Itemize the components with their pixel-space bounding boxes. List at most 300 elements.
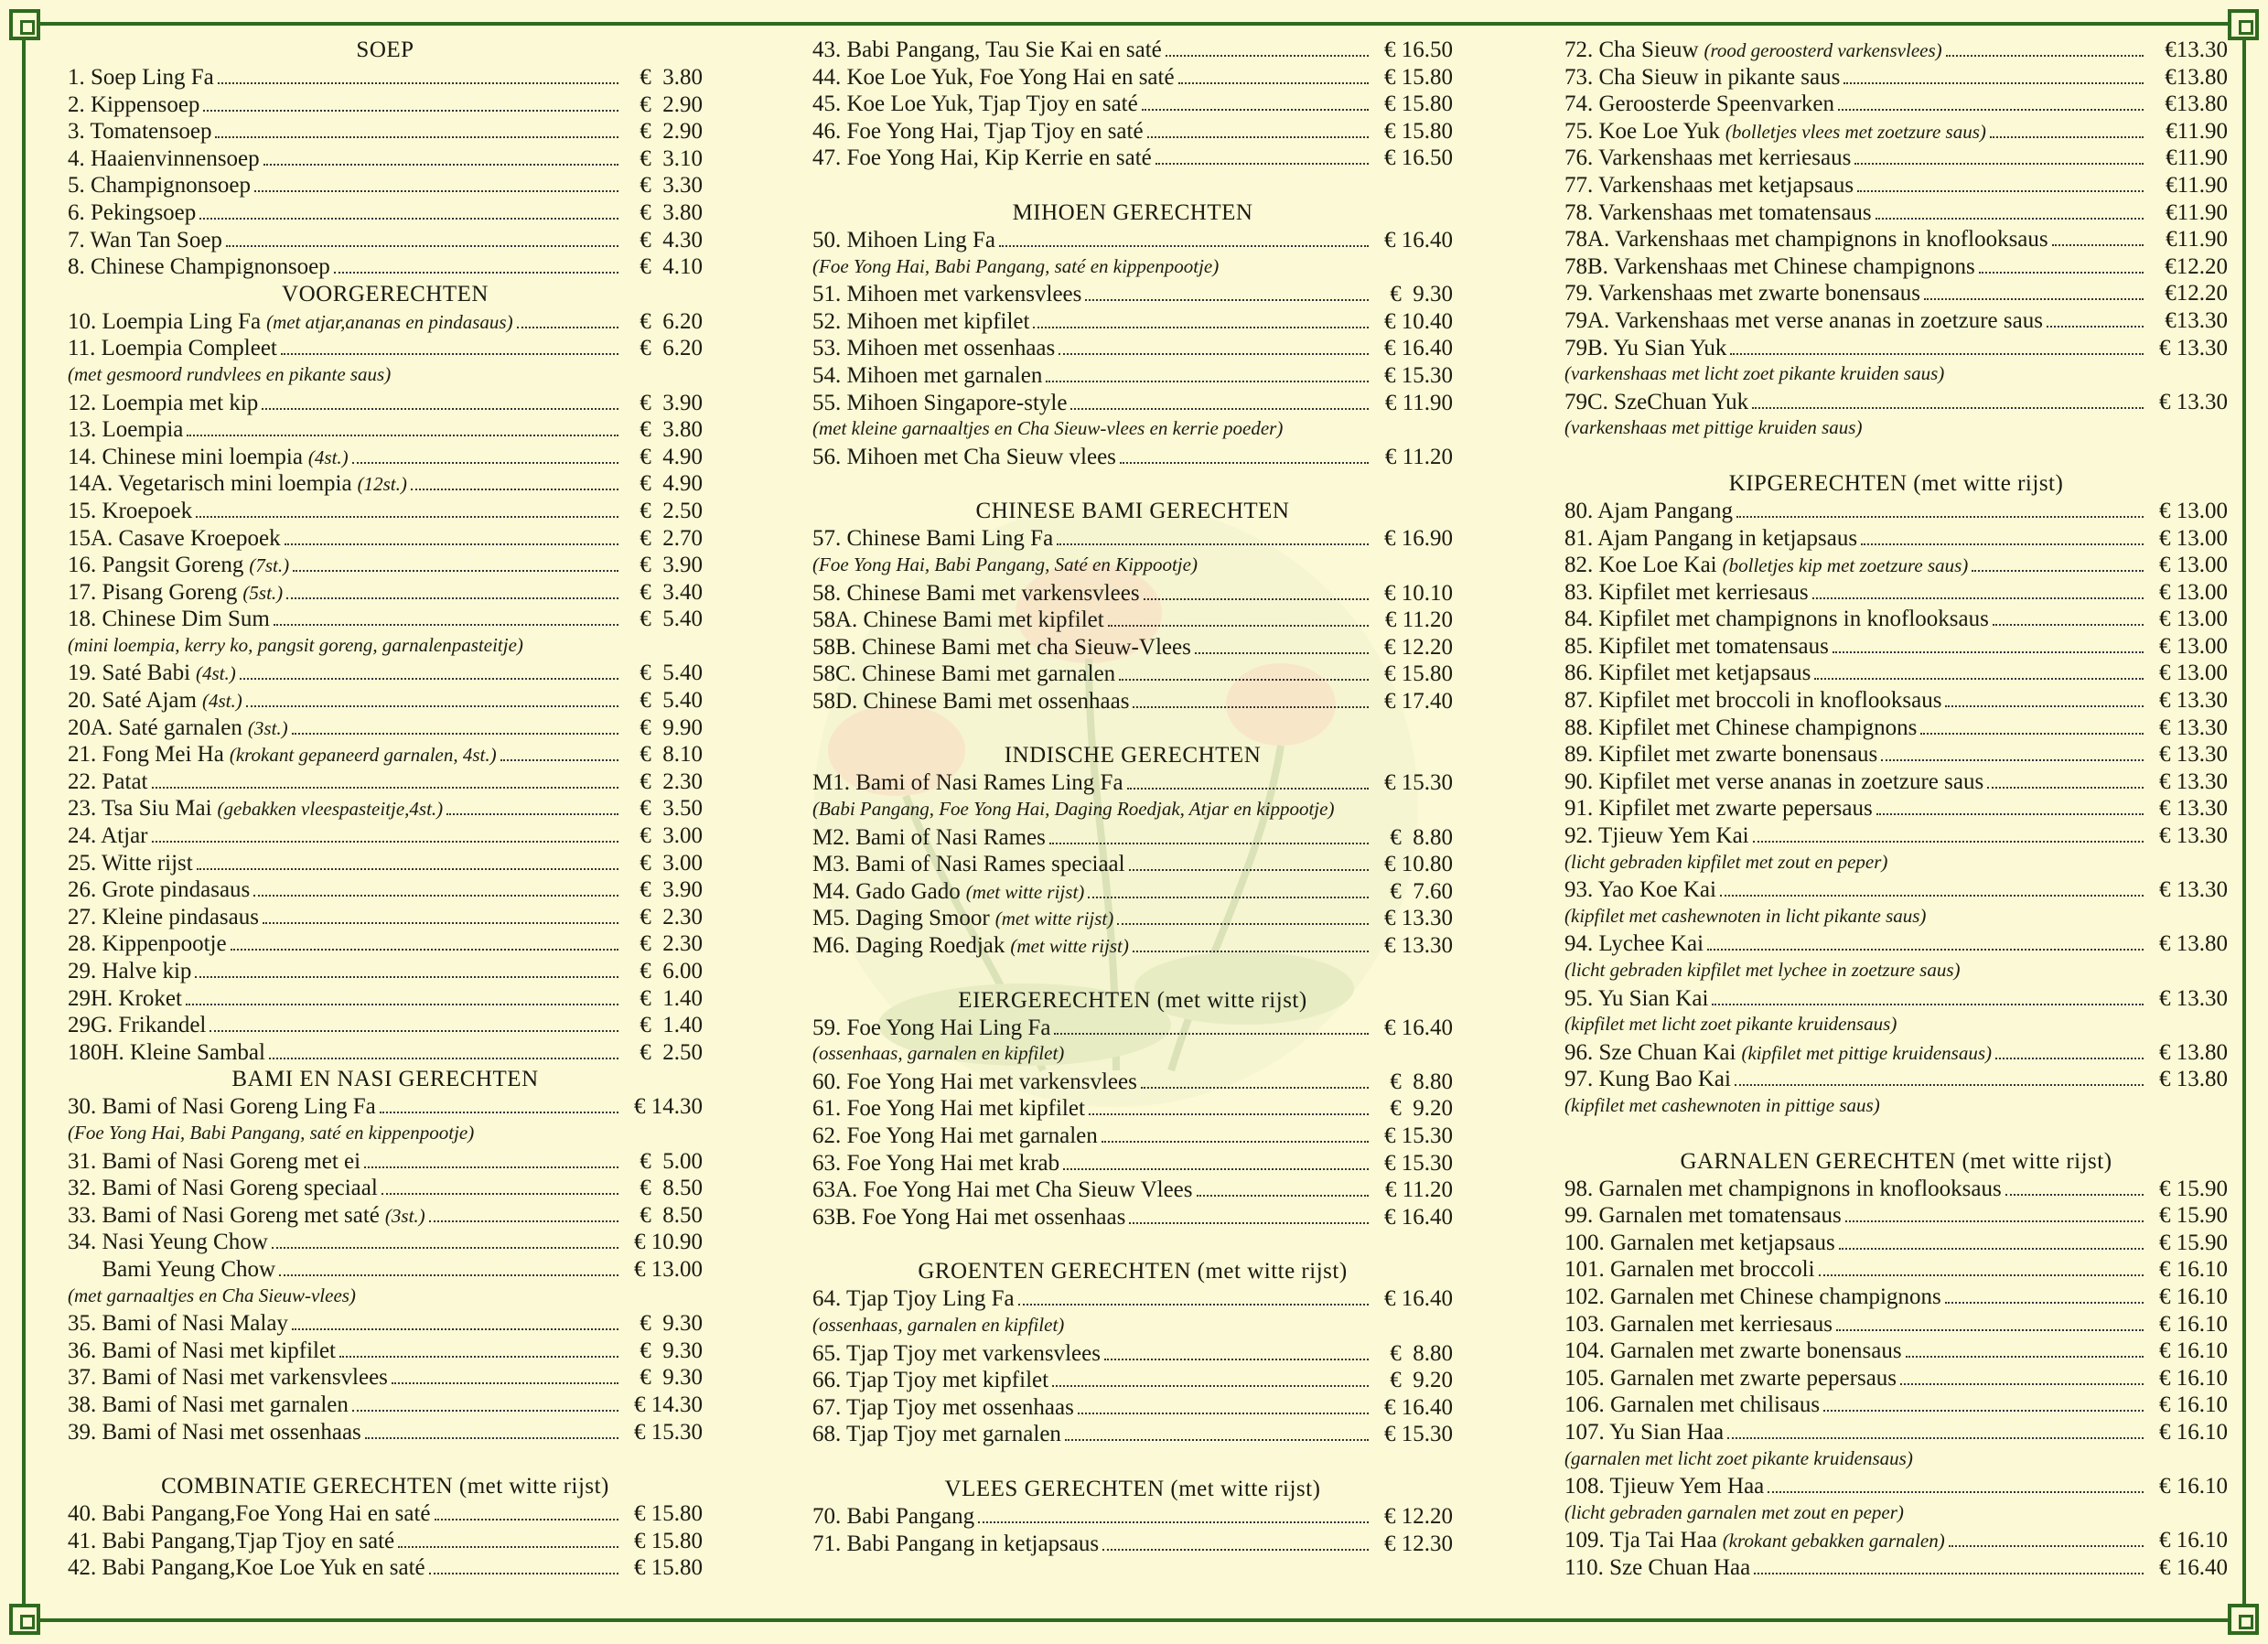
menu-item-name: 29. Halve kip [68, 959, 192, 983]
menu-item-note: (kipfilet met cashewnoten in licht pikante saus) [1564, 904, 1927, 927]
menu-item-price: €11.90 [2166, 118, 2228, 144]
menu-item-name: 73. Cha Sieuw in pikante saus [1564, 64, 1841, 90]
menu-item-price: € 16.10 [2159, 1338, 2228, 1364]
menu-item-name: 108. Tjieuw Yem Haa [1564, 1474, 1765, 1499]
menu-item [812, 64, 1453, 91]
dot-leader [398, 1546, 618, 1548]
menu-item-name: 82. Koe Loe Kai [1564, 553, 1717, 578]
menu-item [812, 1503, 1453, 1531]
menu-item-name: 107. Yu Sian Haa [1564, 1419, 1725, 1445]
dot-leader [218, 82, 618, 84]
dot-leader [281, 353, 618, 355]
menu-column-2 [812, 37, 1453, 1557]
menu-item [1564, 579, 2228, 607]
menu-item-name: 17. Pisang Goreng [68, 579, 238, 605]
menu-item [68, 1039, 703, 1067]
menu-item [68, 1338, 703, 1365]
dot-leader [187, 435, 618, 436]
menu-item-price: € 15.30 [1384, 1422, 1453, 1447]
menu-item-price: € 15.80 [634, 1501, 703, 1527]
menu-item [812, 37, 1453, 64]
dot-leader [286, 597, 618, 599]
menu-item-name: 96. Sze Chuan Kai [1564, 1039, 1736, 1065]
menu-item-name: 22. Patat [68, 768, 148, 794]
menu-item-name: 14A. Vegetarisch mini loempia [68, 471, 352, 497]
menu-item-name: M3. Bami of Nasi Rames speciaal [812, 852, 1125, 877]
menu-item [1564, 633, 2228, 661]
menu-item-name: 11. Loempia Compleet [68, 336, 277, 361]
menu-item-price: € 16.40 [1384, 1394, 1453, 1420]
dot-leader [1129, 869, 1369, 871]
dot-leader [203, 110, 618, 112]
menu-item-price: € 5.40 [640, 688, 703, 714]
menu-item-price: € 16.90 [1384, 526, 1453, 552]
menu-item-name: 53. Mihoen met ossenhaas [812, 336, 1056, 361]
menu-item-price: € 8.80 [1390, 1069, 1453, 1094]
dot-leader [411, 489, 618, 490]
dot-leader [1861, 543, 2144, 545]
dot-leader [1876, 218, 2144, 220]
section-heading: COMBINATIE GERECHTEN (met witte rijst) [161, 1474, 609, 1499]
menu-item-price: € 3.50 [640, 796, 703, 822]
menu-item [68, 552, 703, 579]
menu-item [812, 91, 1453, 118]
dot-leader [1735, 1084, 2144, 1086]
menu-item-name: 103. Garnalen met kerriesaus [1564, 1311, 1833, 1337]
menu-item-price: € 2.30 [640, 931, 703, 957]
menu-item-price: € 13.00 [2159, 661, 2228, 686]
menu-item [1564, 91, 2228, 118]
section-heading: GROENTEN GERECHTEN (met witte rijst) [918, 1259, 1348, 1284]
corner-ornament [9, 9, 40, 40]
menu-item [68, 1528, 703, 1555]
dot-leader [269, 1058, 618, 1059]
menu-item [812, 688, 1453, 715]
dot-leader [1046, 381, 1369, 382]
section-heading: KIPGERECHTEN (met witte rijst) [1728, 470, 2064, 496]
menu-item [1564, 37, 2228, 64]
menu-item-price: € 13.30 [2159, 796, 2228, 822]
menu-item-name: 58C. Chinese Bami met garnalen [812, 661, 1116, 687]
section-heading: VLEES GERECHTEN (met witte rijst) [944, 1476, 1321, 1501]
dot-leader [1147, 136, 1369, 138]
menu-item [1564, 253, 2228, 281]
menu-item-name: M2. Bami of Nasi Rames [812, 824, 1046, 850]
menu-item-name: 7. Wan Tan Soep [68, 227, 222, 253]
menu-item [68, 985, 703, 1013]
menu-item [68, 606, 703, 633]
menu-item-name: 58B. Chinese Bami met cha Sieuw-Vlees [812, 634, 1191, 660]
menu-item-name: 75. Koe Loe Yuk [1564, 118, 1720, 144]
dot-leader [1104, 1359, 1369, 1360]
menu-item-price: €11.90 [2166, 172, 2228, 198]
menu-item-name: 39. Bami of Nasi met ossenhaas [68, 1419, 361, 1445]
dot-leader [1065, 1439, 1369, 1441]
dot-leader [365, 1437, 618, 1439]
menu-item [68, 1148, 703, 1176]
menu-column-3 [1564, 37, 2228, 1581]
dot-leader [199, 218, 618, 220]
dot-leader [352, 1410, 618, 1412]
menu-item [812, 308, 1453, 336]
menu-item-note: (Babi Pangang, Foe Yong Hai, Daging Roedjak, Atjar en kippootje) [812, 798, 1335, 821]
menu-item-inline-note: (rood geroosterd varkensvlees) [1704, 39, 1942, 61]
menu-item [1564, 145, 2228, 172]
dot-leader [274, 624, 618, 626]
dot-leader [1195, 652, 1369, 654]
dot-leader [1166, 55, 1369, 57]
menu-item [812, 1340, 1453, 1368]
menu-item-price: € 15.90 [2159, 1176, 2228, 1201]
menu-item-price: € 13.30 [1384, 906, 1453, 931]
dot-leader [1924, 298, 2144, 300]
menu-item-name: 180H. Kleine Sambal [68, 1039, 265, 1065]
menu-item-name: 33. Bami of Nasi Goreng met saté [68, 1202, 380, 1228]
menu-item-name: 68. Tjap Tjoy met garnalen [812, 1422, 1061, 1447]
menu-item-inline-note: (bolletjes kip met zoetzure saus) [1722, 554, 1969, 577]
menu-item [68, 525, 703, 553]
dot-leader [240, 678, 618, 680]
menu-item [812, 118, 1453, 145]
menu-item [68, 308, 703, 336]
menu-item-price: € 3.00 [640, 850, 703, 876]
dot-leader [334, 272, 618, 274]
menu-item-name: 3. Tomatensoep [68, 119, 212, 145]
menu-item [1564, 1230, 2228, 1257]
menu-item [812, 525, 1453, 553]
dot-leader [446, 813, 618, 815]
menu-item [1564, 199, 2228, 227]
dot-leader [1102, 1141, 1369, 1143]
menu-item-name: 52. Mihoen met kipfilet [812, 308, 1030, 334]
menu-item-price: € 11.90 [1384, 390, 1453, 415]
menu-item [1564, 822, 2228, 850]
dot-leader [1839, 1248, 2144, 1250]
menu-item [812, 607, 1453, 634]
menu-item-price: €11.90 [2166, 145, 2228, 171]
dot-leader [1033, 327, 1369, 328]
menu-item-price: € 3.30 [640, 173, 703, 199]
menu-item [812, 281, 1453, 308]
menu-item-price: € 13.00 [2159, 498, 2228, 523]
menu-item [68, 416, 703, 444]
menu-item-inline-note: (met atjar,ananas en pindasaus) [266, 310, 513, 333]
dot-leader [382, 1193, 618, 1195]
menu-item-name: M5. Daging Smoor [812, 906, 990, 931]
menu-item [1564, 1419, 2228, 1446]
dot-leader [2052, 244, 2144, 246]
dot-leader [253, 895, 618, 897]
menu-item-price: € 12.20 [1384, 1503, 1453, 1529]
menu-item [812, 444, 1453, 471]
menu-item-name: 34. Nasi Yeung Chow [68, 1230, 268, 1255]
menu-item-note: (Foe Yong Hai, Babi Pangang, saté en kippenpootje) [68, 1121, 475, 1144]
menu-item [68, 227, 703, 254]
dot-leader [1141, 1087, 1369, 1089]
menu-item-name: 10. Loempia Ling Fa [68, 308, 262, 334]
menu-item [68, 390, 703, 417]
menu-item-name: 15. Kroepoek [68, 498, 193, 523]
menu-item-price: € 16.10 [2159, 1474, 2228, 1499]
menu-item-name: 81. Ajam Pangang in ketjapsaus [1564, 525, 1858, 551]
menu-item [812, 390, 1453, 417]
menu-item [812, 905, 1453, 932]
menu-item [812, 851, 1453, 878]
dot-leader [1920, 733, 2144, 735]
menu-item-price: € 2.30 [640, 904, 703, 929]
menu-item-price: € 9.30 [640, 1311, 703, 1337]
dot-leader [1127, 788, 1369, 790]
menu-item [1564, 307, 2228, 335]
menu-item [812, 769, 1453, 797]
dot-leader [1155, 163, 1369, 165]
menu-item-price: € 3.80 [640, 199, 703, 225]
menu-item-name: 14. Chinese mini loempia [68, 444, 303, 469]
menu-item [68, 253, 703, 281]
menu-item-price: € 5.40 [640, 661, 703, 686]
menu-item-price: € 13.30 [2159, 768, 2228, 794]
menu-item-price: € 17.40 [1384, 688, 1453, 714]
menu-item-name: 85. Kipfilet met tomatensaus [1564, 633, 1829, 659]
menu-item [1564, 552, 2228, 579]
menu-item-price: € 9.20 [1390, 1096, 1453, 1122]
menu-item [68, 498, 703, 525]
menu-item-name: 60. Foe Yong Hai met varkensvlees [812, 1069, 1137, 1094]
dot-leader [1117, 923, 1369, 925]
dot-leader [1845, 1220, 2144, 1222]
menu-item [68, 1202, 703, 1230]
menu-item-price: € 2.50 [640, 1039, 703, 1065]
menu-item [812, 1421, 1453, 1448]
menu-item [812, 335, 1453, 362]
menu-item-name: 72. Cha Sieuw [1564, 38, 1699, 62]
menu-item-name: 100. Garnalen met ketjapsaus [1564, 1230, 1835, 1255]
menu-column-1 [68, 37, 703, 1582]
menu-item-price: € 2.50 [640, 498, 703, 523]
menu-item-name: 110. Sze Chuan Haa [1564, 1554, 1751, 1580]
menu-item-price: € 14.30 [634, 1391, 703, 1417]
menu-item-name: 66. Tjap Tjoy met kipfilet [812, 1368, 1049, 1393]
menu-item [1564, 1473, 2228, 1500]
menu-item-inline-note: (7st.) [249, 554, 290, 577]
menu-item-price: € 13.30 [1384, 933, 1453, 959]
menu-item [1564, 687, 2228, 715]
menu-item [68, 930, 703, 958]
menu-item [68, 1554, 703, 1582]
menu-item-name: 63B. Foe Yong Hai met ossenhaas [812, 1204, 1126, 1230]
corner-ornament [2228, 9, 2259, 40]
menu-item-name: 106. Garnalen met chilisaus [1564, 1392, 1821, 1418]
menu-item-price: € 8.80 [1390, 824, 1453, 850]
menu-item-name: 79B. Yu Sian Yuk [1564, 335, 1727, 360]
menu-item [1564, 389, 2228, 416]
menu-item-price: € 3.00 [640, 823, 703, 849]
menu-item-inline-note: (met witte rijst) [965, 880, 1085, 903]
dot-leader [1819, 1274, 2144, 1276]
menu-item-price: €13.30 [2165, 307, 2228, 333]
menu-item-price: € 15.90 [2159, 1230, 2228, 1255]
menu-item-note: (Foe Yong Hai, Babi Pangang, saté en kippenpootje) [812, 254, 1220, 277]
menu-item-inline-note: (3st.) [384, 1204, 425, 1227]
menu-item-name: 13. Loempia [68, 417, 184, 443]
menu-item [1564, 335, 2228, 362]
dot-leader [1993, 624, 2144, 626]
menu-item [812, 1123, 1453, 1150]
dot-leader [1979, 272, 2144, 274]
menu-item-name: 76. Varkenshaas met kerriesaus [1564, 145, 1852, 171]
menu-item-price: € 15.30 [1384, 770, 1453, 796]
menu-item-price: € 5.00 [640, 1148, 703, 1174]
menu-item [68, 64, 703, 91]
menu-item-price: € 15.30 [1384, 1150, 1453, 1176]
dot-leader [1906, 1356, 2144, 1358]
dot-leader [339, 1356, 618, 1358]
menu-item-price: € 14.30 [634, 1094, 703, 1120]
menu-item-note: (varkenshaas met licht zoet pikante kruiden saus) [1564, 362, 1945, 385]
dot-leader [1089, 1113, 1369, 1115]
dot-leader [1727, 1437, 2144, 1439]
menu-item-name: 32. Bami of Nasi Goreng speciaal [68, 1176, 378, 1201]
menu-item-name: 97. Kung Bao Kai [1564, 1067, 1731, 1092]
menu-item-price: € 2.90 [640, 91, 703, 117]
dot-leader [1812, 597, 2144, 599]
menu-item-name: 61. Foe Yong Hai met kipfilet [812, 1096, 1085, 1122]
menu-item-name: 21. Fong Mei Ha [68, 742, 224, 768]
menu-item-price: € 16.40 [1384, 1204, 1453, 1230]
menu-item-price: € 16.10 [2159, 1419, 2228, 1445]
menu-item-name: 38. Bami of Nasi met garnalen [68, 1391, 349, 1417]
menu-item [1564, 768, 2228, 796]
dot-leader [1833, 651, 2144, 653]
section-heading: MIHOEN GERECHTEN [1012, 199, 1253, 225]
menu-item [68, 172, 703, 199]
menu-item-price: € 9.30 [640, 1338, 703, 1363]
menu-item-price: € 16.40 [1384, 1286, 1453, 1312]
menu-item [1564, 1202, 2228, 1230]
menu-item [1564, 64, 2228, 91]
dot-leader [263, 164, 618, 166]
menu-item-price: € 13.00 [2159, 607, 2228, 632]
dot-leader [1063, 1168, 1369, 1170]
menu-item-name: 77. Varkenshaas met ketjapsaus [1564, 172, 1854, 198]
menu-item [1564, 118, 2228, 145]
dot-leader [279, 1274, 618, 1276]
menu-item-name: 44. Koe Loe Yuk, Foe Yong Hai en saté [812, 64, 1175, 90]
dot-leader [292, 733, 618, 735]
menu-item-price: € 15.80 [1384, 91, 1453, 117]
menu-item [68, 795, 703, 822]
menu-item-price: € 9.90 [640, 715, 703, 740]
menu-item-name: 46. Foe Yong Hai, Tjap Tjoy en saté [812, 118, 1144, 144]
menu-item-price: € 6.20 [640, 336, 703, 361]
menu-item-note: (Foe Yong Hai, Babi Pangang, Saté en Kippootje) [812, 553, 1198, 575]
dot-leader [1995, 1058, 2144, 1059]
dot-leader [1945, 1302, 2144, 1304]
dot-leader [1990, 136, 2144, 138]
menu-item-name: 102. Garnalen met Chinese champignons [1564, 1284, 1941, 1309]
menu-item-price: € 13.80 [2159, 1067, 2228, 1092]
dot-leader [1197, 1195, 1369, 1197]
menu-item-note: (licht gebraden garnalen met zout en peper) [1564, 1500, 1904, 1523]
dot-leader [1078, 1413, 1369, 1414]
menu-item [1564, 172, 2228, 199]
menu-item-price: € 3.40 [640, 579, 703, 605]
menu-item-price: € 13.00 [2159, 553, 2228, 578]
dot-leader [380, 1112, 618, 1113]
menu-item-name: 101. Garnalen met broccoli [1564, 1257, 1815, 1283]
menu-item-price: € 13.00 [2159, 525, 2228, 551]
menu-item-price: € 13.30 [2159, 389, 2228, 414]
section-heading: SOEP [356, 38, 414, 62]
menu-item-price: € 15.80 [634, 1528, 703, 1553]
menu-item-note: (kipfilet met licht zoet pikante kruidensaus) [1564, 1013, 1897, 1036]
menu-item-price: € 15.30 [1384, 362, 1453, 388]
menu-item [68, 660, 703, 687]
dot-leader [262, 408, 618, 410]
menu-item-price: € 13.80 [2159, 931, 2228, 957]
menu-item [1564, 660, 2228, 687]
section-heading: INDISCHE GERECHTEN [1004, 743, 1262, 768]
menu-item [1564, 525, 2228, 553]
dot-leader [1752, 407, 2144, 409]
menu-item [812, 1285, 1453, 1313]
menu-item-price: € 11.20 [1384, 444, 1453, 469]
menu-item-price: € 16.10 [2159, 1365, 2228, 1391]
menu-item [1564, 1284, 2228, 1311]
dot-leader [1712, 1004, 2144, 1005]
menu-item-name: 25. Witte rijst [68, 850, 193, 876]
dot-leader [1949, 1545, 2144, 1547]
dot-leader [1753, 841, 2144, 843]
menu-item-price: € 15.80 [1384, 661, 1453, 687]
menu-item-price: € 11.20 [1384, 607, 1453, 633]
menu-item [1564, 795, 2228, 822]
menu-item [812, 1367, 1453, 1394]
menu-item [68, 470, 703, 498]
section-heading: VOORGERECHTEN [282, 281, 489, 306]
menu-item-name: 47. Foe Yong Hai, Kip Kerrie en saté [812, 145, 1152, 171]
dot-leader [1768, 1491, 2144, 1493]
dot-leader [1129, 1222, 1369, 1224]
dot-leader [195, 976, 618, 978]
menu-item-price: € 13.30 [2159, 985, 2228, 1011]
dot-leader [392, 1382, 618, 1384]
menu-item-name: 70. Babi Pangang [812, 1503, 975, 1529]
menu-item-name: 24. Atjar [68, 823, 148, 849]
menu-item [68, 1391, 703, 1419]
dot-leader [1120, 462, 1369, 464]
menu-item-name: 56. Mihoen met Cha Sieuw vlees [812, 444, 1116, 469]
menu-item-price: € 4.10 [640, 254, 703, 280]
menu-item-price: €12.20 [2165, 253, 2228, 279]
dot-leader [2047, 326, 2144, 328]
dot-leader [1707, 949, 2144, 951]
menu-item [812, 1177, 1453, 1204]
menu-item-name: 20. Saté Ajam [68, 688, 197, 714]
menu-item-price: € 3.90 [640, 390, 703, 415]
menu-item-price: € 13.30 [2159, 688, 2228, 714]
menu-item [68, 444, 703, 471]
menu-item-price: €13.80 [2165, 91, 2228, 117]
menu-item-name: 42. Babi Pangang,Koe Loe Yuk en saté [68, 1555, 425, 1581]
dot-leader [263, 922, 618, 924]
menu-item-note: (ossenhaas, garnalen en kipfilet) [812, 1042, 1065, 1065]
section-heading: CHINESE BAMI GERECHTEN [975, 499, 1290, 524]
dot-leader [1900, 1383, 2144, 1385]
menu-item-price: € 11.20 [1384, 1177, 1453, 1203]
menu-item [68, 715, 703, 742]
menu-item [812, 1150, 1453, 1177]
